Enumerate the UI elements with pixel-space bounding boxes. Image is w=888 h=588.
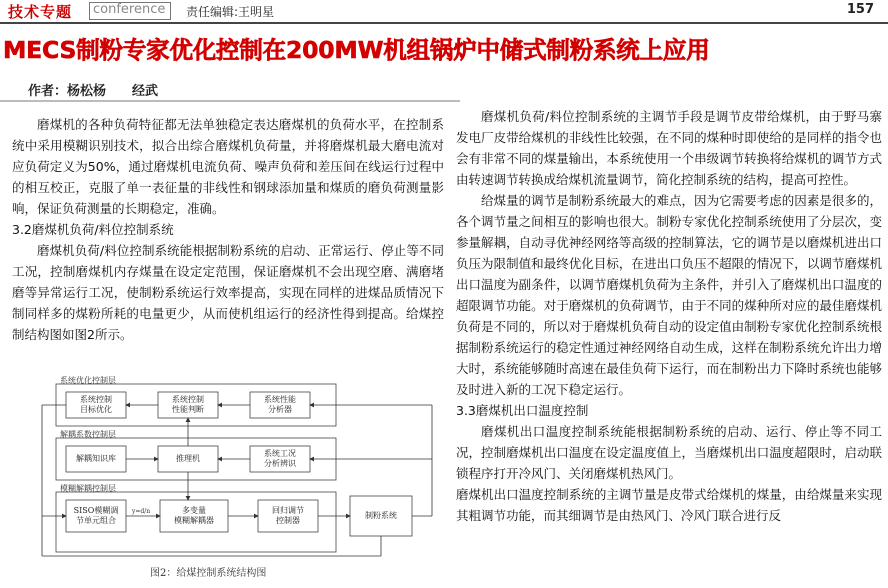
box-condition-identification <box>250 446 310 472</box>
article-author: 作者：杨松杨 经武 <box>28 84 159 99</box>
box-pulverizing-system <box>350 496 412 536</box>
box-siso-units <box>66 500 126 532</box>
box-text: 制粉系统 <box>365 511 397 520</box>
control-structure-diagram <box>36 374 446 564</box>
box-inference-engine <box>158 446 218 472</box>
box-text: 系统控制 目标优化 <box>80 395 112 414</box>
box-text: 系统工况 分析辨识 <box>264 449 296 468</box>
box-text: 推理机 <box>176 454 200 463</box>
layer-label: 解耦系数控制层 <box>60 430 116 439</box>
article-title: MECS制粉专家优化控制在200MW机组锅炉中储式制粉系统上应用 <box>3 36 710 64</box>
box-text: 解耦知识库 <box>76 454 116 463</box>
box-optimization-target <box>66 392 126 418</box>
paragraph: 磨煤机出口温度控制系统能根据制粉系统的启动、运行、停止等不同工况，控制磨煤机出口温度在设定温度值上，当磨煤机出口温度超限时，启动联锁程序打开冷风门、关闭磨煤机热风门。 <box>456 424 882 481</box>
header-rule <box>0 22 888 24</box>
author-rule <box>0 100 460 102</box>
paragraph: 给煤量的调节是制粉系统最大的难点，因为它需要考虑的因素是很多的，各个调节量之间相互的影响也很大。制粉专家优化控制系统使用了分层次，变参量解耦，自动寻优神经网络等高级的控制算法，它的调节是以磨煤机进出口负压为限制值和最终优化目标，在进出口负压不超限的情况下，以调节磨煤机出口温度为副条件，以调节磨煤机负荷为主条件，并引入了磨煤机出口温度的超限调节功能。对于磨煤机的负荷调节，由于不同的煤种所对应的最佳磨煤机负荷是不同的，所以对于磨煤机负荷自动的设定值由制粉专家优化控制系统根据制粉系统运行的稳定性通过神经网络自动生成，这样在制粉系统允许出力增大时，系统能够随时高速在最佳负荷下运行，而在制粉出力下降时系统也能够及时进入新的工况下稳定运行。 <box>456 193 882 397</box>
figure-caption: 图2：给煤控制系统结构图 <box>150 568 267 579</box>
section-tag: 技术专题 <box>8 3 73 21</box>
box-text: 多变量 模糊解耦器 <box>174 506 214 525</box>
layer-label: 模糊解耦控制层 <box>60 484 116 493</box>
editor-credit: 责任编辑:王明星 <box>186 5 275 19</box>
arrow-label: y=d/n <box>132 508 151 515</box>
right-column <box>456 106 882 526</box>
paragraph: 磨煤机出口温度控制系统的主调节量是皮带式给煤机的煤量，由给煤量来实现其粗调节功能，而其细调节是由热风门、冷风门联合进行反 <box>456 487 882 523</box>
layer-label: 系统优化控制层 <box>60 376 116 385</box>
paragraph: 磨煤机负荷/料位控制系统的主调节手段是调节皮带给煤机，由于野马寨发电厂皮带给煤机的非线性比较强，在不同的煤种时即使给的是同样的指令也会有非常不同的煤量输出，本系统使用一个串级调节转换将给煤机的调节方式由转速调节转换成给煤机流量调节，简化控制系统的结构，提高可控性。 <box>456 109 882 187</box>
paragraph: 磨煤机负荷/料位控制系统能根据制粉系统的启动、正常运行、停止等不同工况，控制磨煤机内存煤量在设定定范围，保证磨煤机不会出现空磨、满磨堵磨等异常运行工况，使制粉系统运行效率提高，实现在同样的进煤品质情况下制同样多的煤粉所耗的电量更少，从而使机组运行的经济性得到提高。给煤控制结构图如图2所示。 <box>12 243 444 342</box>
section-heading: 3.2磨煤机负荷/料位控制系统 <box>12 222 174 237</box>
page-number: 157 <box>846 2 874 17</box>
box-text: 系统性能 分析器 <box>264 395 296 414</box>
box-text: 回归调节 控制器 <box>272 506 304 525</box>
box-text: SISO模糊调 节单元组合 <box>73 506 119 525</box>
page-header <box>0 0 888 22</box>
box-text: 系统控制 性能判断 <box>172 395 204 414</box>
box-performance-analyzer <box>250 392 310 418</box>
box-performance-judge <box>158 392 218 418</box>
box-mimo-decoupler <box>160 500 228 532</box>
paragraph: 磨煤机的各种负荷特征都无法单独稳定表达磨煤机的负荷水平，在控制系统中采用模糊识别技术，拟合出综合磨煤机负荷量，并将磨煤机最大磨电流对应负荷定义为50%，通过磨煤机电流负荷、噪声负荷和差压间在线运行过程中的相互校正，克服了单一表征量的非线性和钢球添加量和煤质的磨负荷测量影响，保证负荷测量的长期稳定，准确。 <box>12 117 444 216</box>
box-knowledge-base <box>66 446 126 472</box>
box-loop-controller <box>258 500 318 532</box>
left-column <box>12 114 444 345</box>
conference-label: conference <box>93 2 166 17</box>
section-heading: 3.3磨煤机出口温度控制 <box>456 403 589 418</box>
